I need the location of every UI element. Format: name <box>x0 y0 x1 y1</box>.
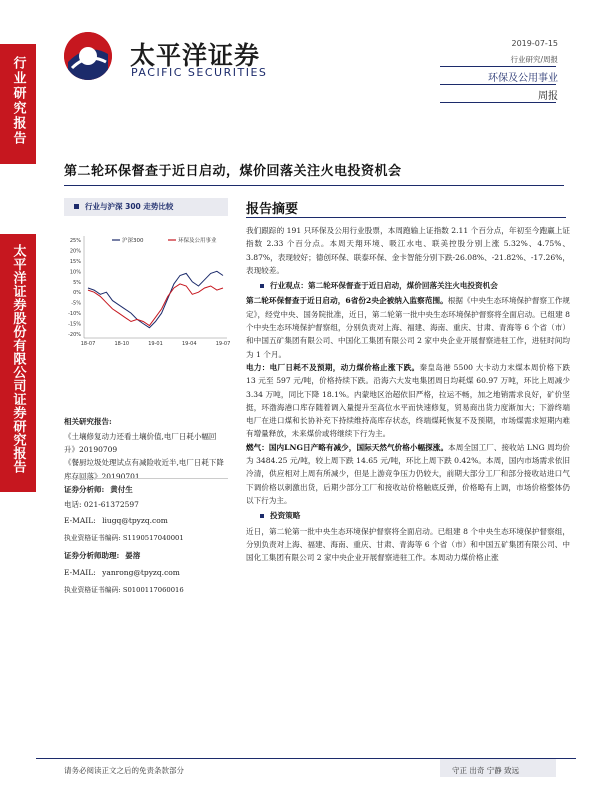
summary-p1: 我们跟踪的 191 只环保及公用行业股票，本周跑输上证指数 2.11 个百分点，年初至今跑赢上证指数 2.33 个百分点。本周天翔环境、吸江水电、联美控股分别上涨 5.32%、4.75%、3.87%，表现较好；德创环保、联泰环保、金卡智能分别下跌-26.08%、-21.82%、-17.26%，表现较差。 <box>246 226 570 275</box>
x-tick-label: 18-10 <box>114 341 130 347</box>
y-tick-label: 5% <box>73 279 81 286</box>
logo-english: PACIFIC SECURITIES <box>131 66 268 79</box>
p4-lead: 燃气：国内LNG日产略有减少，国际天然气价格小幅探涨。 <box>246 442 449 452</box>
analyst1-email-value[interactable]: liugq@tpyzq.com <box>102 516 168 525</box>
logo-chinese: 太平洋证券 <box>130 41 261 70</box>
bullet-strategy-text: 投资策略 <box>270 511 301 521</box>
analyst1 <box>64 484 133 495</box>
analyst1-phone: 电话: 021-61372597 <box>64 500 139 509</box>
summary-heading: 报告摘要 <box>246 202 299 217</box>
x-tick-label: 19-04 <box>181 341 197 347</box>
chart-header-label: 行业与沪深 300 走势比较 <box>85 202 174 211</box>
analyst1-name: 黄付生 <box>110 485 133 494</box>
side-label-top: 行业研究报告 <box>10 56 26 146</box>
p3-lead: 电力：电厂日耗不及预期，动力煤价格止涨下跌。 <box>246 362 420 372</box>
y-tick-label: -10% <box>68 311 81 318</box>
analyst2-cert: 执业资格证书编码: S0100117060016 <box>64 586 184 594</box>
analyst1-label: 证券分析师: <box>64 485 105 494</box>
square-icon <box>74 204 79 209</box>
analyst2 <box>64 550 140 561</box>
analyst2-email-label: E-MAIL: <box>64 568 96 577</box>
analyst1-email-label: E-MAIL: <box>64 516 96 525</box>
y-tick-label: 20% <box>69 248 81 255</box>
summary-p3 <box>246 361 570 441</box>
left-rule-1 <box>64 478 228 479</box>
legend-industry: 环保及公用事业 <box>178 238 217 244</box>
chart-header <box>64 198 228 216</box>
analyst2-email <box>64 566 180 579</box>
y-tick-label: 10% <box>69 269 81 276</box>
analyst2-label: 证券分析师助理: <box>64 551 120 560</box>
y-tick-label: -15% <box>68 321 81 328</box>
bullet-view <box>246 279 570 292</box>
comparison-chart <box>62 232 230 352</box>
bullet-view-text: 行业观点：第二轮环保督查于近日启动，煤价回落关注火电投资机会 <box>270 281 498 291</box>
side-bar-bottom <box>0 234 36 492</box>
bullet-strategy <box>246 509 570 522</box>
y-tick-label: 0% <box>73 290 81 297</box>
footer-motto: 守正 出奇 宁静 致远 <box>452 766 520 775</box>
side-label-bottom: 太平洋证券股份有限公司证券研究报告 <box>10 244 26 474</box>
bullet-icon <box>260 514 264 518</box>
analyst1-email <box>64 514 168 527</box>
footer-disclaimer[interactable]: 请务必阅读正文之后的免责条款部分 <box>64 766 184 775</box>
series-hs300-line <box>88 271 223 327</box>
y-tick-label: -5% <box>71 300 81 307</box>
analyst1-cert: 执业资格证书编码: S1190517040001 <box>64 534 184 542</box>
related-reports: 《土壤修复动力还看土壤价值,电厂日耗小幅回升》20190709 《餐厨垃圾处理试点有减险收近半,电厂日耗下降库存回落》20190701 <box>64 432 224 481</box>
bullet-icon <box>260 284 264 288</box>
p2-lead: 第二轮环保督查于近日启动，6省份2央企被纳入监察范围。 <box>246 296 448 306</box>
p3-text: 秦皇岛港 5500 大卡动力末煤本周价格下跌 13 元至 597 元/吨，价格持续下跌。沿海六大发电集团周日均耗煤 60.97 万吨，环比上周减少 3.34 万吨，同比下降 18.1%。内蒙地区治超依旧严格，拉运不畅，加之地销需求良好，矿价坚挺，环渤海港口库存随着调入量提升至高位水平而快速修复，贸易商出货力度渐加大；下游终端电厂在进口煤和长协补充下持续维持高库存状态，终端煤耗恢复不及预期，市场煤需求短期内难有增量释放，未来煤价或将继续下行为主。 <box>246 362 571 439</box>
summary-rule <box>246 217 566 218</box>
report-category: 行业研究/周报 <box>510 55 558 64</box>
p2-text: 根据《中央生态环境保护督察工作规定》，经党中央、国务院批准，近日，第二轮第一批中央生态环境保护督察将全面启动。已组建 8 个中央生态环境保护督察组，分别负责对上海、福建、海南、重庆、甘肃、青海等 6 个省（市）和中国五矿集团有限公司、中国化工集团有限公司 2 家中央企业开展督察进驻工作，进驻时间均为 1 个月。 <box>246 296 570 359</box>
header-rule-mid <box>440 84 556 85</box>
report-title: 第二轮环保督查于近日启动，煤价回落关注火电投资机会 <box>64 164 402 179</box>
analyst2-email-value[interactable]: yanrong@tpyzq.com <box>102 568 180 577</box>
summary-body <box>246 224 570 564</box>
y-tick-label: -20% <box>68 332 81 338</box>
side-bar-top <box>0 44 36 164</box>
header-rule-top <box>440 66 556 67</box>
x-tick-label: 18-07 <box>80 341 96 347</box>
x-tick-label: 19-07 <box>215 341 230 347</box>
p4-text: 本周全国工厂、接收站 LNG 周均价为 3484.25 元/吨，较上周下跌 14.65 元/吨，环比上周下跌 0.42%。本周，国内市场需求依旧冷清，供应相对上周有所减少，但是上游竞争压力仍较大，前期大部分工厂和部分接收站进口气下调价格以刺激出货，后期少部分工厂和接收站价格触底反弹，价格略有上调，市场价格整体仍以下行为主。 <box>246 442 570 505</box>
summary-p2 <box>246 294 570 360</box>
related-title: 相关研究报告: <box>64 417 112 426</box>
analyst2-name: 晏溶 <box>125 551 141 560</box>
report-date: 2019-07-15 <box>511 39 558 48</box>
sector-label: 环保及公用事业 <box>488 73 558 84</box>
title-rule <box>64 185 564 186</box>
report-type: 周报 <box>538 91 558 102</box>
header-rule-bottom <box>440 102 556 103</box>
x-tick-label: 19-01 <box>148 341 163 347</box>
y-tick-label: 15% <box>69 258 81 265</box>
summary-p4 <box>246 441 570 507</box>
legend-hs300: 沪深300 <box>122 238 144 244</box>
logo-icon <box>64 32 112 80</box>
series-industry-line <box>88 284 223 326</box>
summary-p5: 近日，第二轮第一批中央生态环境保护督察将全面启动。已组建 8 个中央生态环境保护督察组，分别负责对上海、福建、海南、重庆、甘肃、青海等 6 个省（市）和中国五矿集团有限公司、中国化工集团有限公司 2 家中央企业开展督察进驻工作。本周动力煤价格止涨 <box>246 526 570 563</box>
y-tick-label: 25% <box>69 238 81 244</box>
